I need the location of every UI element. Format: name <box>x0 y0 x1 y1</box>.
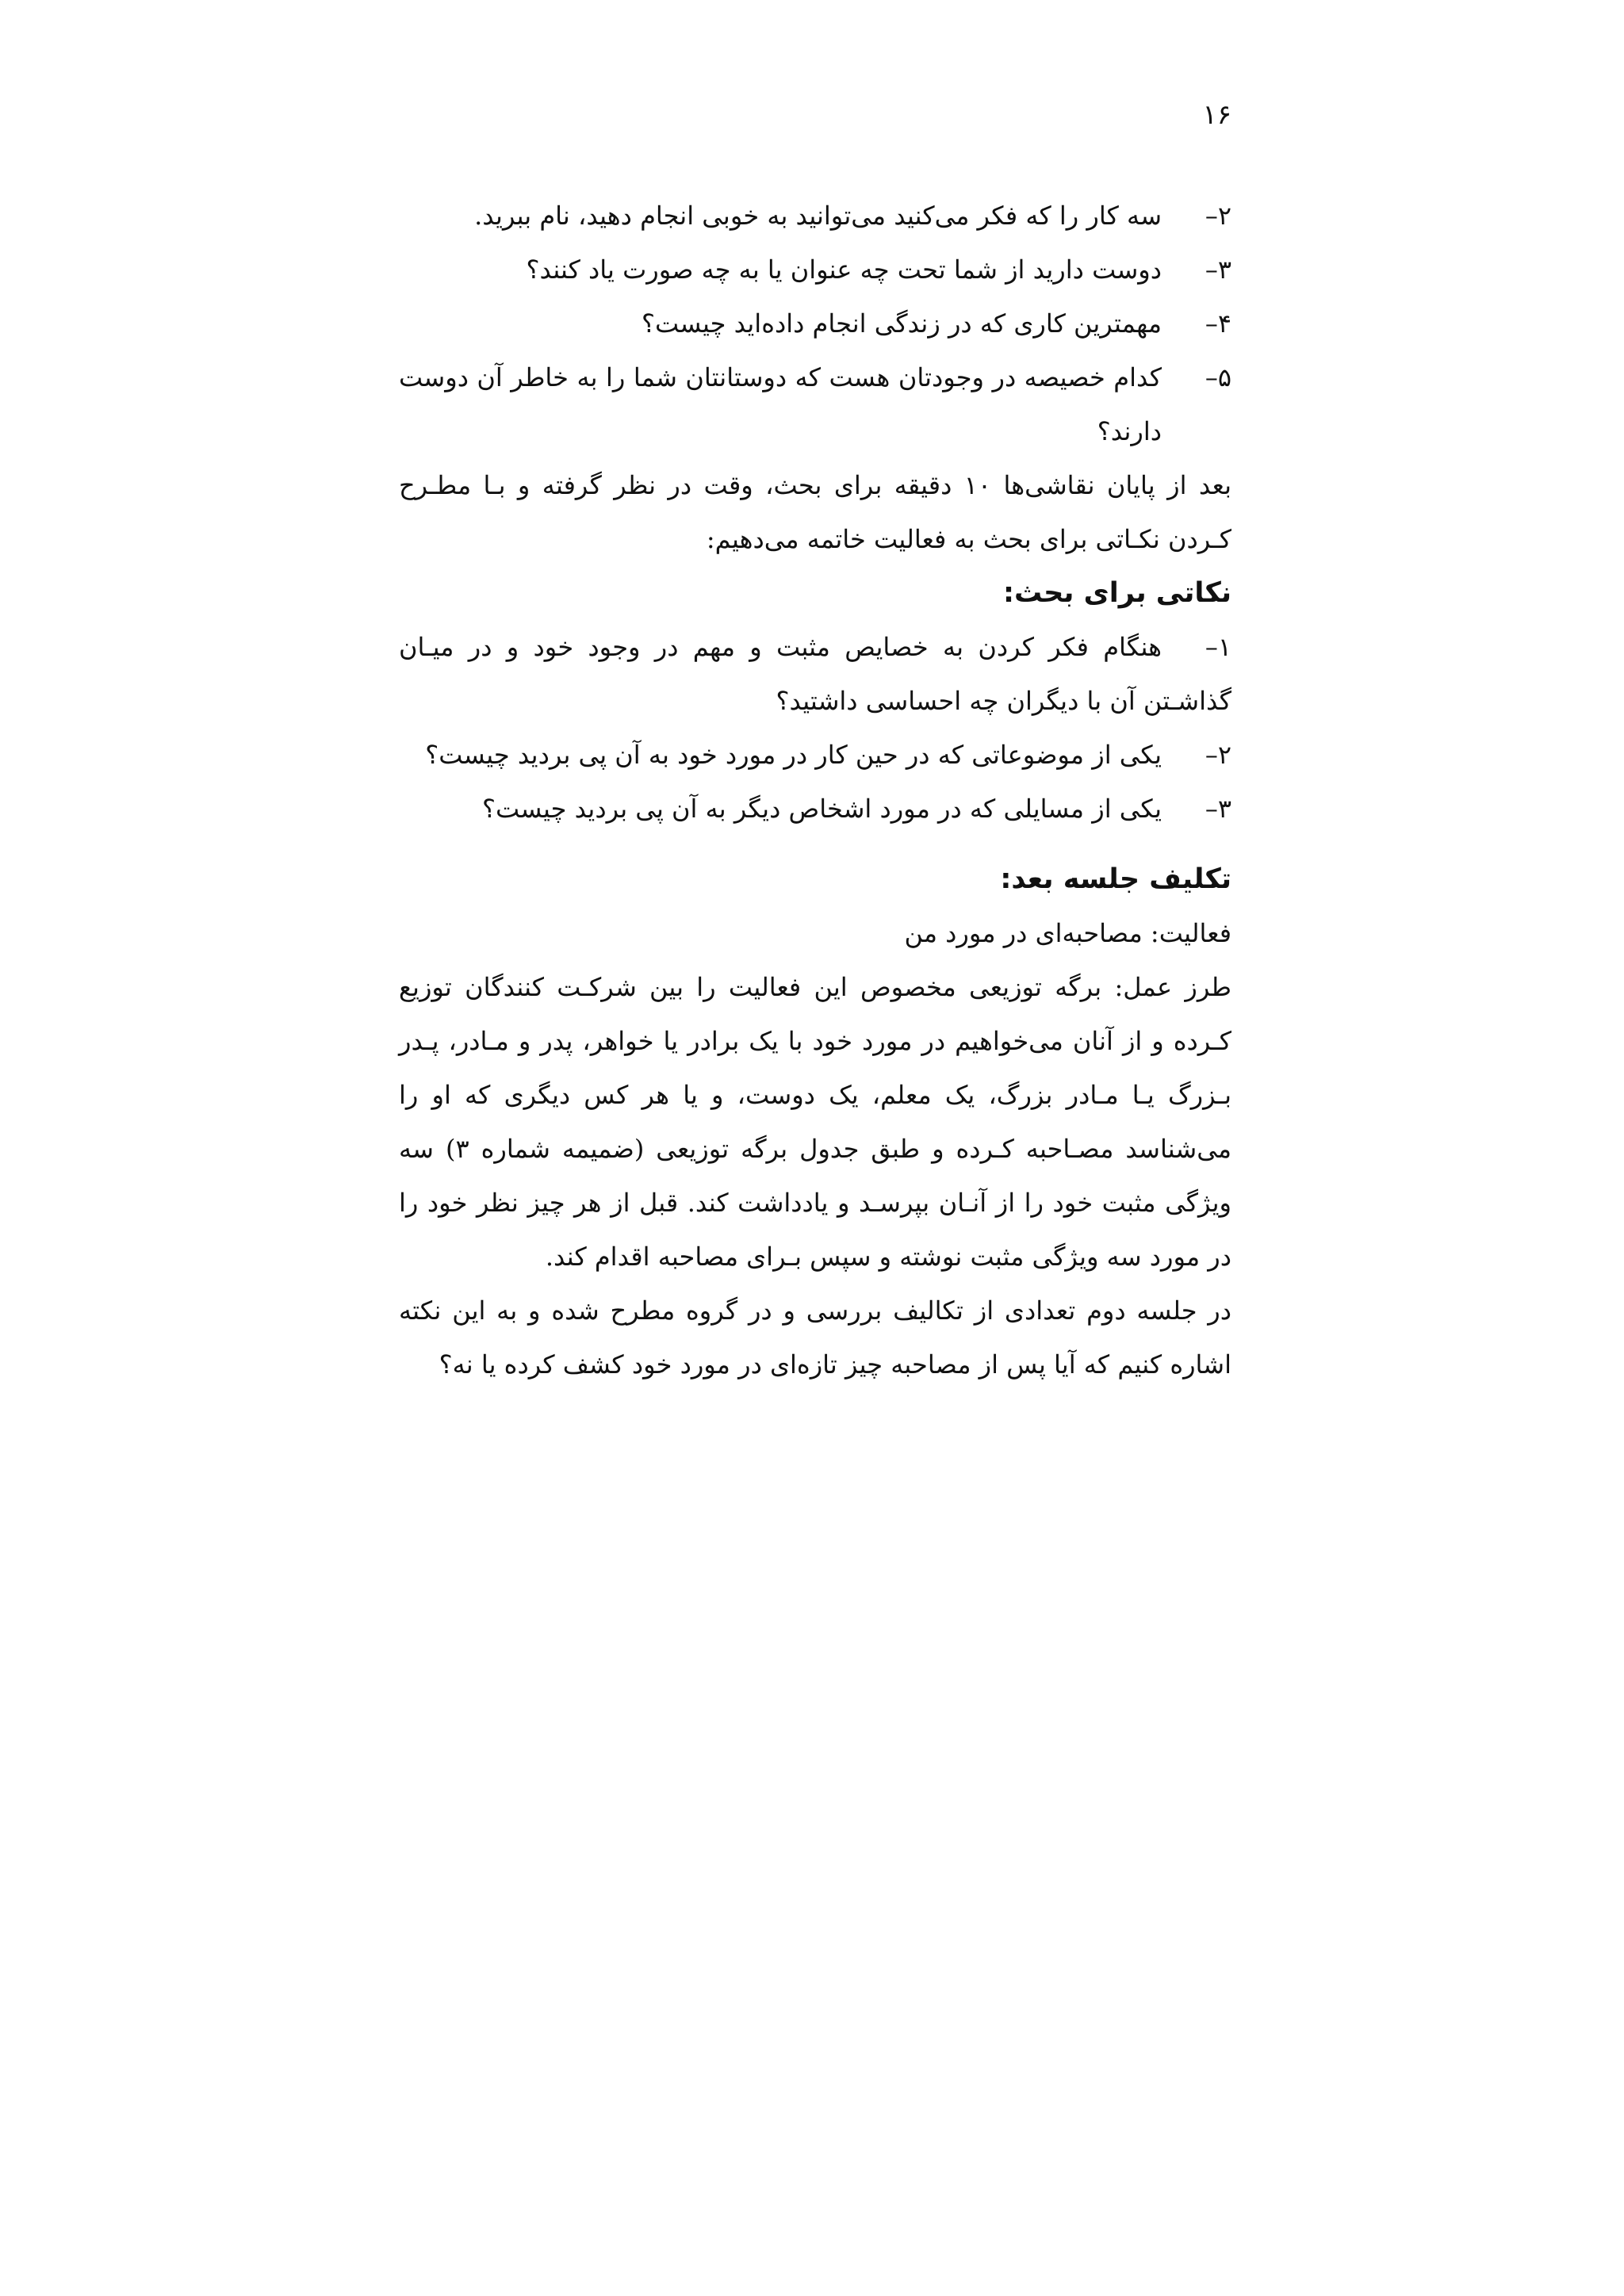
question-number: ۳– <box>1205 254 1231 285</box>
method-paragraph: طرز عمل: برگه توزیعی مخصوص این فعالیت را بین شرکـت کنندگان توزیع کـرده و از آنان می‌خواهیم در مورد خود با یک برادر یا خواهر، پدر و مـادر، پـدر بـزرگ یـا مـادر بزرگ، یک معلم، یک دوست، و یا هر کس دیگری که او را می‌شناسد مصـاحبه کـرده و طبق جدول برگه توزیعی (ضمیمه شماره ۳) سه ویژگی مثبت خود را از آنـان بپرسـد و یادداشت کند. قبل از هر چیز نظر خود را در مورد سه ویژگی مثبت نوشته و سپس بـرای مصاحبه اقدام کند. <box>399 972 1232 1272</box>
question-item <box>399 243 1231 297</box>
question-text: کدام خصیصه در وجودتان هست که دوستانتان شما را به خاطر آن دوست دارند؟ <box>399 362 1162 446</box>
main-text-block <box>399 189 1231 836</box>
question-text: سه کار را که فکر می‌کنید می‌توانید به خوبی انجام دهید، نام ببرید. <box>474 201 1162 231</box>
question-item <box>399 189 1231 243</box>
discussion-point-number: ۲– <box>1205 740 1231 770</box>
question-item <box>399 297 1231 350</box>
question-number: ۲– <box>1205 201 1231 231</box>
activity-line: فعالیت: مصاحبه‌ای در مورد من <box>904 918 1231 948</box>
page-number: ۱۶ <box>1202 99 1231 131</box>
discussion-point <box>399 728 1231 782</box>
discussion-point-text: یکی از موضوعاتی که در حین کار در مورد خود به آن پی بردید چیست؟ <box>425 740 1162 770</box>
homework-heading: تکلیف جلسه بعد: <box>1000 863 1231 895</box>
homework-block <box>399 852 1231 1391</box>
question-number: ۴– <box>1205 308 1231 339</box>
question-number: ۵– <box>1205 362 1231 392</box>
second-session-paragraph: در جلسه دوم تعدادی از تکالیف بررسی و در گروه مطرح شده و به این نکته اشاره کنیم که آیا پس از مصاحبه چیز تازه‌ای در مورد خود کشف کرده یا نه؟ <box>399 1295 1231 1380</box>
discussion-point <box>399 782 1231 836</box>
question-item <box>399 350 1231 458</box>
discussion-heading: نکاتی برای بحث: <box>1003 577 1231 609</box>
question-text: دوست دارید از شما تحت چه عنوان یا به چه صورت یاد کنند؟ <box>526 254 1162 285</box>
discussion-point-number: ۳– <box>1205 794 1231 824</box>
discussion-point-number: ۱– <box>1205 632 1231 662</box>
discussion-point <box>399 620 1231 728</box>
after-drawing-paragraph: بعد از پایان نقاشی‌ها ۱۰ دقیقه برای بحث، وقت در نظر گرفته و بـا مطـرح کـردن نکـاتی برای بحث به فعالیت خاتمه می‌دهیم: <box>399 470 1232 554</box>
discussion-point-text: هنگام فکر کردن به خصایص مثبت و مهم در وجود خود و در میـان گذاشـتن آن با دیگران چه احساسی داشتید؟ <box>399 632 1231 716</box>
discussion-point-text: یکی از مسایلی که در مورد اشخاص دیگر به آن پی بردید چیست؟ <box>482 794 1162 824</box>
question-text: مهمترین کاری که در زندگی انجام داده‌اید چیست؟ <box>642 308 1162 339</box>
